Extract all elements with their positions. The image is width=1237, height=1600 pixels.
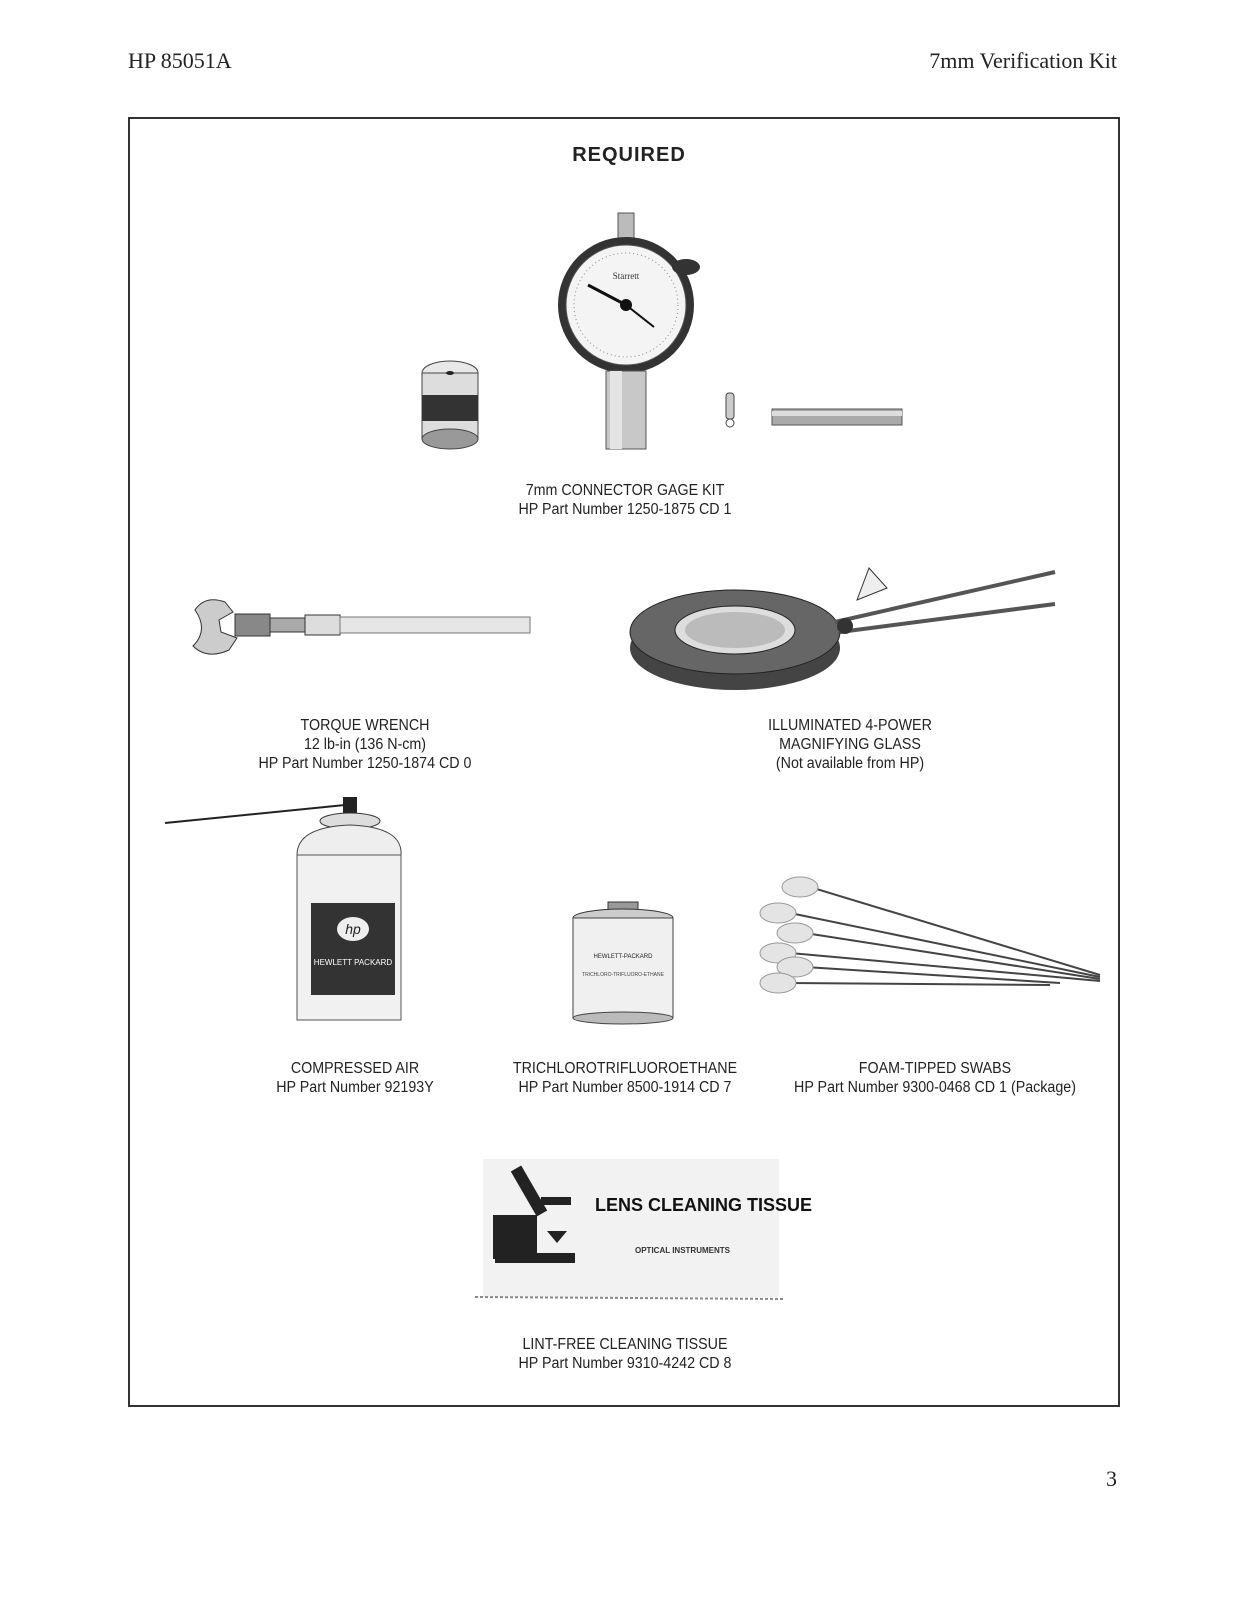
torque-wrench-caption	[213, 716, 517, 773]
swabs-name: FOAM-TIPPED SWABS	[858, 1060, 1012, 1077]
magnifier-caption	[730, 716, 969, 773]
torque-wrench-illustration	[185, 590, 535, 665]
magnifier-name-1: ILLUMINATED 4-POWER	[768, 717, 932, 734]
solvent-name: TRICHLOROTRIFLUOROETHANE	[512, 1060, 738, 1077]
tissue-name: LINT-FREE CLEANING TISSUE	[522, 1336, 728, 1353]
gage-rod-image	[772, 409, 902, 425]
magnifying-glass-illustration	[625, 560, 1060, 700]
can-logo-text: hp	[345, 921, 361, 937]
header-right: 7mm Verification Kit	[929, 48, 1117, 73]
foam-swabs-illustration	[750, 875, 1110, 1005]
swabs-caption	[779, 1059, 1092, 1097]
torque-wrench-part: HP Part Number 1250-1874 CD 0	[258, 755, 472, 772]
compressed-air-name: COMPRESSED AIR	[290, 1060, 420, 1077]
dial-indicator-image	[558, 213, 700, 449]
gage-kit-part: HP Part Number 1250-1875 CD 1	[518, 501, 732, 518]
solvent-part: HP Part Number 8500-1914 CD 7	[518, 1079, 732, 1096]
solvent-can-illustration	[570, 900, 680, 1025]
torque-wrench-spec: 12 lb-in (136 N-cm)	[303, 736, 427, 753]
compressed-air-illustration	[165, 795, 405, 1030]
header-left: HP 85051A	[128, 48, 232, 73]
tissue-title-text: LENS CLEANING TISSUE	[595, 1195, 813, 1215]
lens-tissue-illustration	[475, 1155, 813, 1305]
tissue-sub-text: OPTICAL INSTRUMENTS	[635, 1246, 730, 1255]
gage-kit-name: 7mm CONNECTOR GAGE KIT	[525, 482, 725, 499]
solvent-caption	[501, 1059, 749, 1097]
compressed-air-caption	[249, 1059, 461, 1097]
solvent-brand-text: HEWLETT-PACKARD	[593, 954, 653, 960]
magnifier-note: (Not available from HP)	[775, 755, 925, 772]
gage-block-image	[422, 361, 478, 449]
solvent-name-text: TRICHLORO-TRIFLUORO-ETHANE	[582, 972, 664, 978]
section-title: REQUIRED	[572, 144, 686, 166]
tissue-part: HP Part Number 9310-4242 CD 8	[518, 1355, 732, 1372]
can-brand-text: HEWLETT PACKARD	[313, 958, 393, 967]
torque-wrench-name: TORQUE WRENCH	[300, 717, 430, 734]
page-number: 3	[1106, 1466, 1117, 1491]
magnifier-name-2: MAGNIFYING GLASS	[779, 736, 921, 753]
gage-pin-image	[726, 393, 734, 427]
compressed-air-part: HP Part Number 92193Y	[276, 1079, 434, 1096]
swabs-part: HP Part Number 9300-0468 CD 1 (Package)	[794, 1079, 1076, 1096]
connector-gage-kit-illustration	[410, 205, 920, 455]
tissue-caption	[492, 1335, 759, 1373]
gage-brand-text: Starrett	[612, 271, 640, 281]
gage-kit-caption	[482, 481, 767, 519]
